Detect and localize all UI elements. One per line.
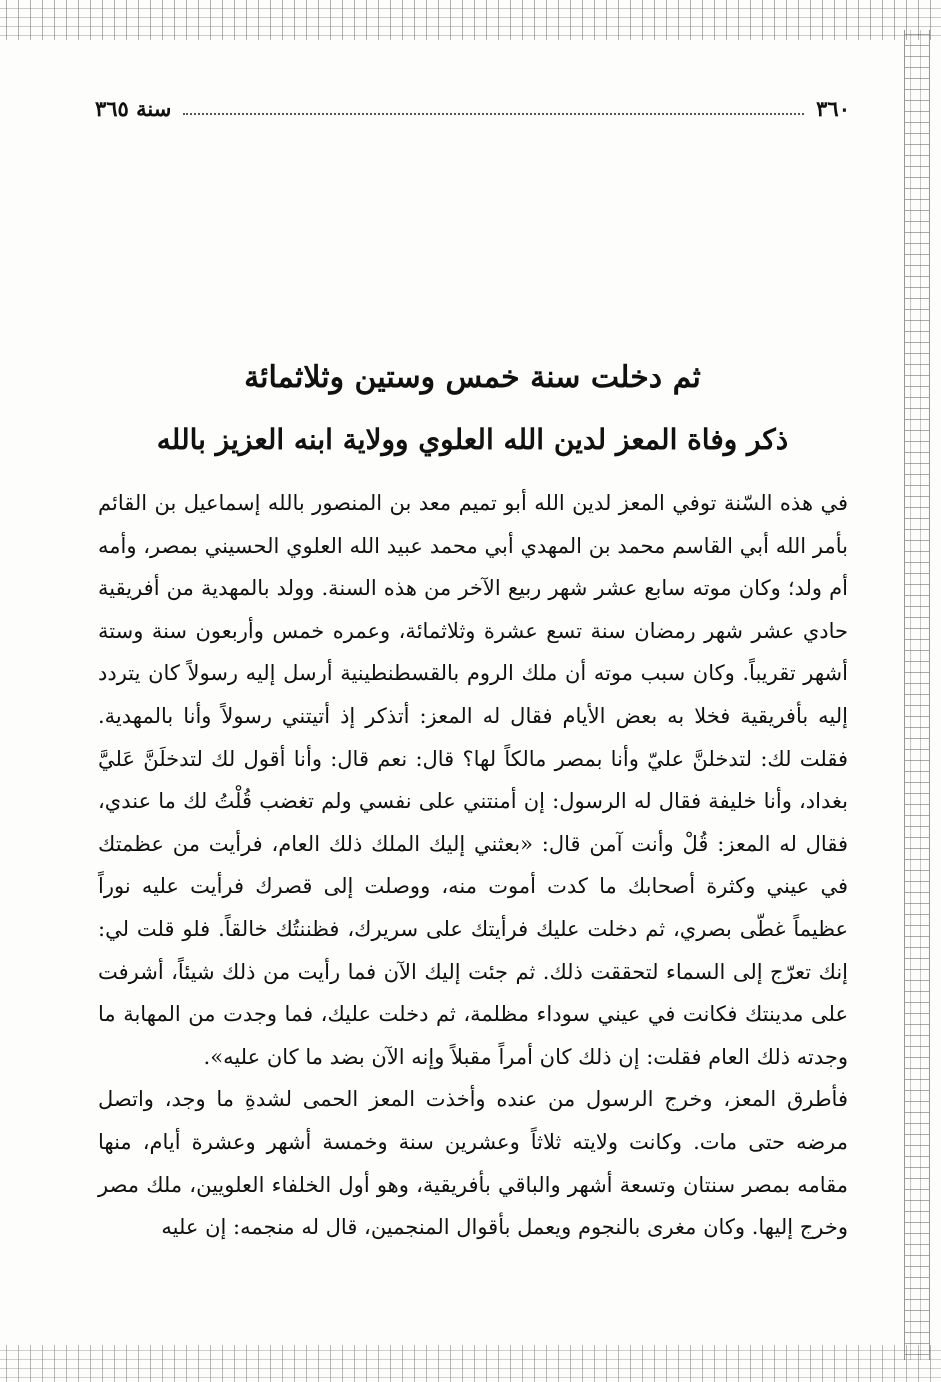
body-text — [98, 482, 848, 1249]
header-dotted-leader — [183, 101, 804, 115]
decorative-border-right — [904, 30, 930, 1360]
page-number: ٣٦٠ — [816, 95, 850, 121]
paragraph: في هذه السّنة توفي المعز لدين الله أبو تميم معد بن المنصور بالله إسماعيل بن القائم بأمر الله أبي القاسم محمد بن المهدي أبي محمد عبيد الله العلوي الحسيني بمصر، وأمه أم ولد؛ وكان موته سابع عشر شهر ربيع الآخر من هذه السنة. وولد بالمهدية من أفريقية حادي عشر شهر رمضان سنة تسع عشرة وثلاثمائة، وعمره خمس وأربعون سنة وستة أشهر تقريباً. وكان سبب موته أن ملك الروم بالقسطنطينية أرسل إليه رسولاً كان يتردد إليه بأفريقية فخلا به بعض الأيام فقال له المعز: أتذكر إذ أتيتني رسولاً وأنا بالمهدية. فقلت لك: لتدخلنَّ عليّ وأنا بمصر مالكاً لها؟ قال: نعم قال: وأنا أقول لك لتدخلَنَّ عَليَّ بغداد، وأنا خليفة فقال له الرسول: إن أمنتني على نفسي ولم تغضب قُلْتُ لك ما عندي، فقال له المعز: قُلْ وأنت آمن قال: «بعثني إليك الملك ذلك العام، فرأيت من عظمتك في عيني وكثرة أصحابك ما كدت أموت منه، ووصلت إلى قصرك فرأيت عليه نوراً عظيماً غطّى بصري، ثم دخلت عليك فرأيتك على سريرك، فظننتُك خالقاً. فلو قلت لي: إنك تعرّج إلى السماء لتحققت ذلك. ثم جئت إليك الآن فما رأيت من ذلك شيئاً، أشرفت على مدينتك فكانت في عيني سوداء مظلمة، ثم دخلت عليك، فما وجدت من المهابة ما وجدته ذلك العام فقلت: إن ذلك كان أمراً مقبلاً وإنه الآن بضد ما كان عليه». — [98, 491, 848, 1069]
page-title: ثم دخلت سنة خمس وستين وثلاثمائة — [244, 360, 701, 395]
decorative-border-top — [0, 0, 941, 40]
paragraph: فأطرق المعز، وخرج الرسول من عنده وأخذت المعز الحمى لشدةِ ما وجد، واتصل مرضه حتى مات. وكانت ولايته ثلاثاً وعشرين سنة وخمسة أشهر وعشرة أيام، منها مقامه بمصر سنتان وتسعة أشهر والباقي بأفريقية، وهو أول الخلفاء العلويين، ملك مصر وخرج إليها. وكان مغرى بالنجوم ويعمل بأقوال المنجمين، قال له منجمه: إن عليه — [98, 1087, 848, 1240]
section-heading: ذكر وفاة المعز لدين الله العلوي وولاية ابنه العزيز بالله — [156, 423, 789, 456]
running-header — [95, 92, 850, 124]
year-label: سنة ٣٦٥ — [95, 95, 172, 121]
decorative-border-bottom — [0, 1345, 941, 1382]
